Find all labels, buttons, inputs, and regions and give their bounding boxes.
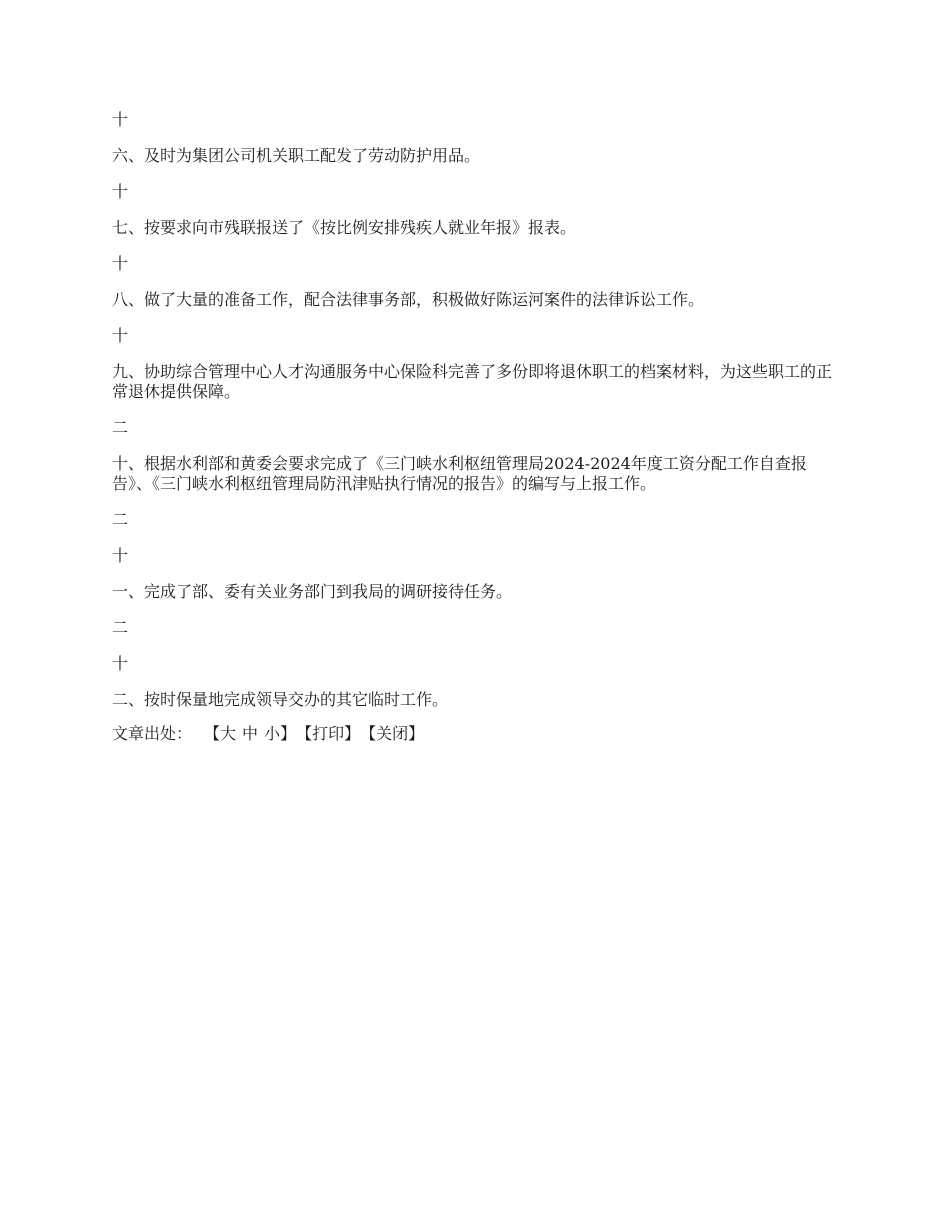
paragraph: 二、按时保量地完成领导交办的其它临时工作。 <box>112 690 449 709</box>
article-footer <box>112 724 842 744</box>
paragraph: 十 <box>112 546 129 565</box>
paragraph: 二 <box>112 618 129 637</box>
font-size-bracket-close: 】 <box>280 724 297 743</box>
font-size-bracket-open: 【 <box>204 724 221 743</box>
paragraph: 八、做了大量的准备工作，配合法律事务部，积极做好陈运河案件的法律诉讼工作。 <box>112 290 705 309</box>
paragraph: 十 <box>112 654 129 673</box>
paragraph: 十 <box>112 326 129 345</box>
paragraph: 九、协助综合管理中心人才沟通服务中心保险科完善了多份即将退休职工的档案材料，为这些职工的正常退休提供保障。 <box>112 362 833 401</box>
paragraph: 二 <box>112 418 129 437</box>
paragraph: 七、按要求向市残联报送了《按比例安排残疾人就业年报》报表。 <box>112 218 577 237</box>
font-small-link[interactable]: 小 <box>264 724 281 743</box>
paragraph: 十、根据水利部和黄委会要求完成了《三门峡水利枢纽管理局2024-2024年度工资分配工作自查报告》、《三门峡水利枢纽管理局防汛津贴执行情况的报告》的编写与上报工作。 <box>112 454 807 493</box>
paragraph: 二 <box>112 510 129 529</box>
font-medium-link[interactable]: 中 <box>242 724 259 743</box>
paragraph: 十 <box>112 254 129 273</box>
paragraph: 六、及时为集团公司机关职工配发了劳动防护用品。 <box>112 146 481 165</box>
print-link[interactable]: 【打印】 <box>296 724 361 743</box>
close-link[interactable]: 【关闭】 <box>360 724 425 743</box>
paragraph: 十 <box>112 110 129 129</box>
source-label: 文章出处： <box>112 724 193 743</box>
paragraph: 十 <box>112 182 129 201</box>
paragraph: 一、完成了部、委有关业务部门到我局的调研接待任务。 <box>112 582 513 601</box>
font-large-link[interactable]: 大 <box>220 724 237 743</box>
article-body <box>112 110 842 744</box>
